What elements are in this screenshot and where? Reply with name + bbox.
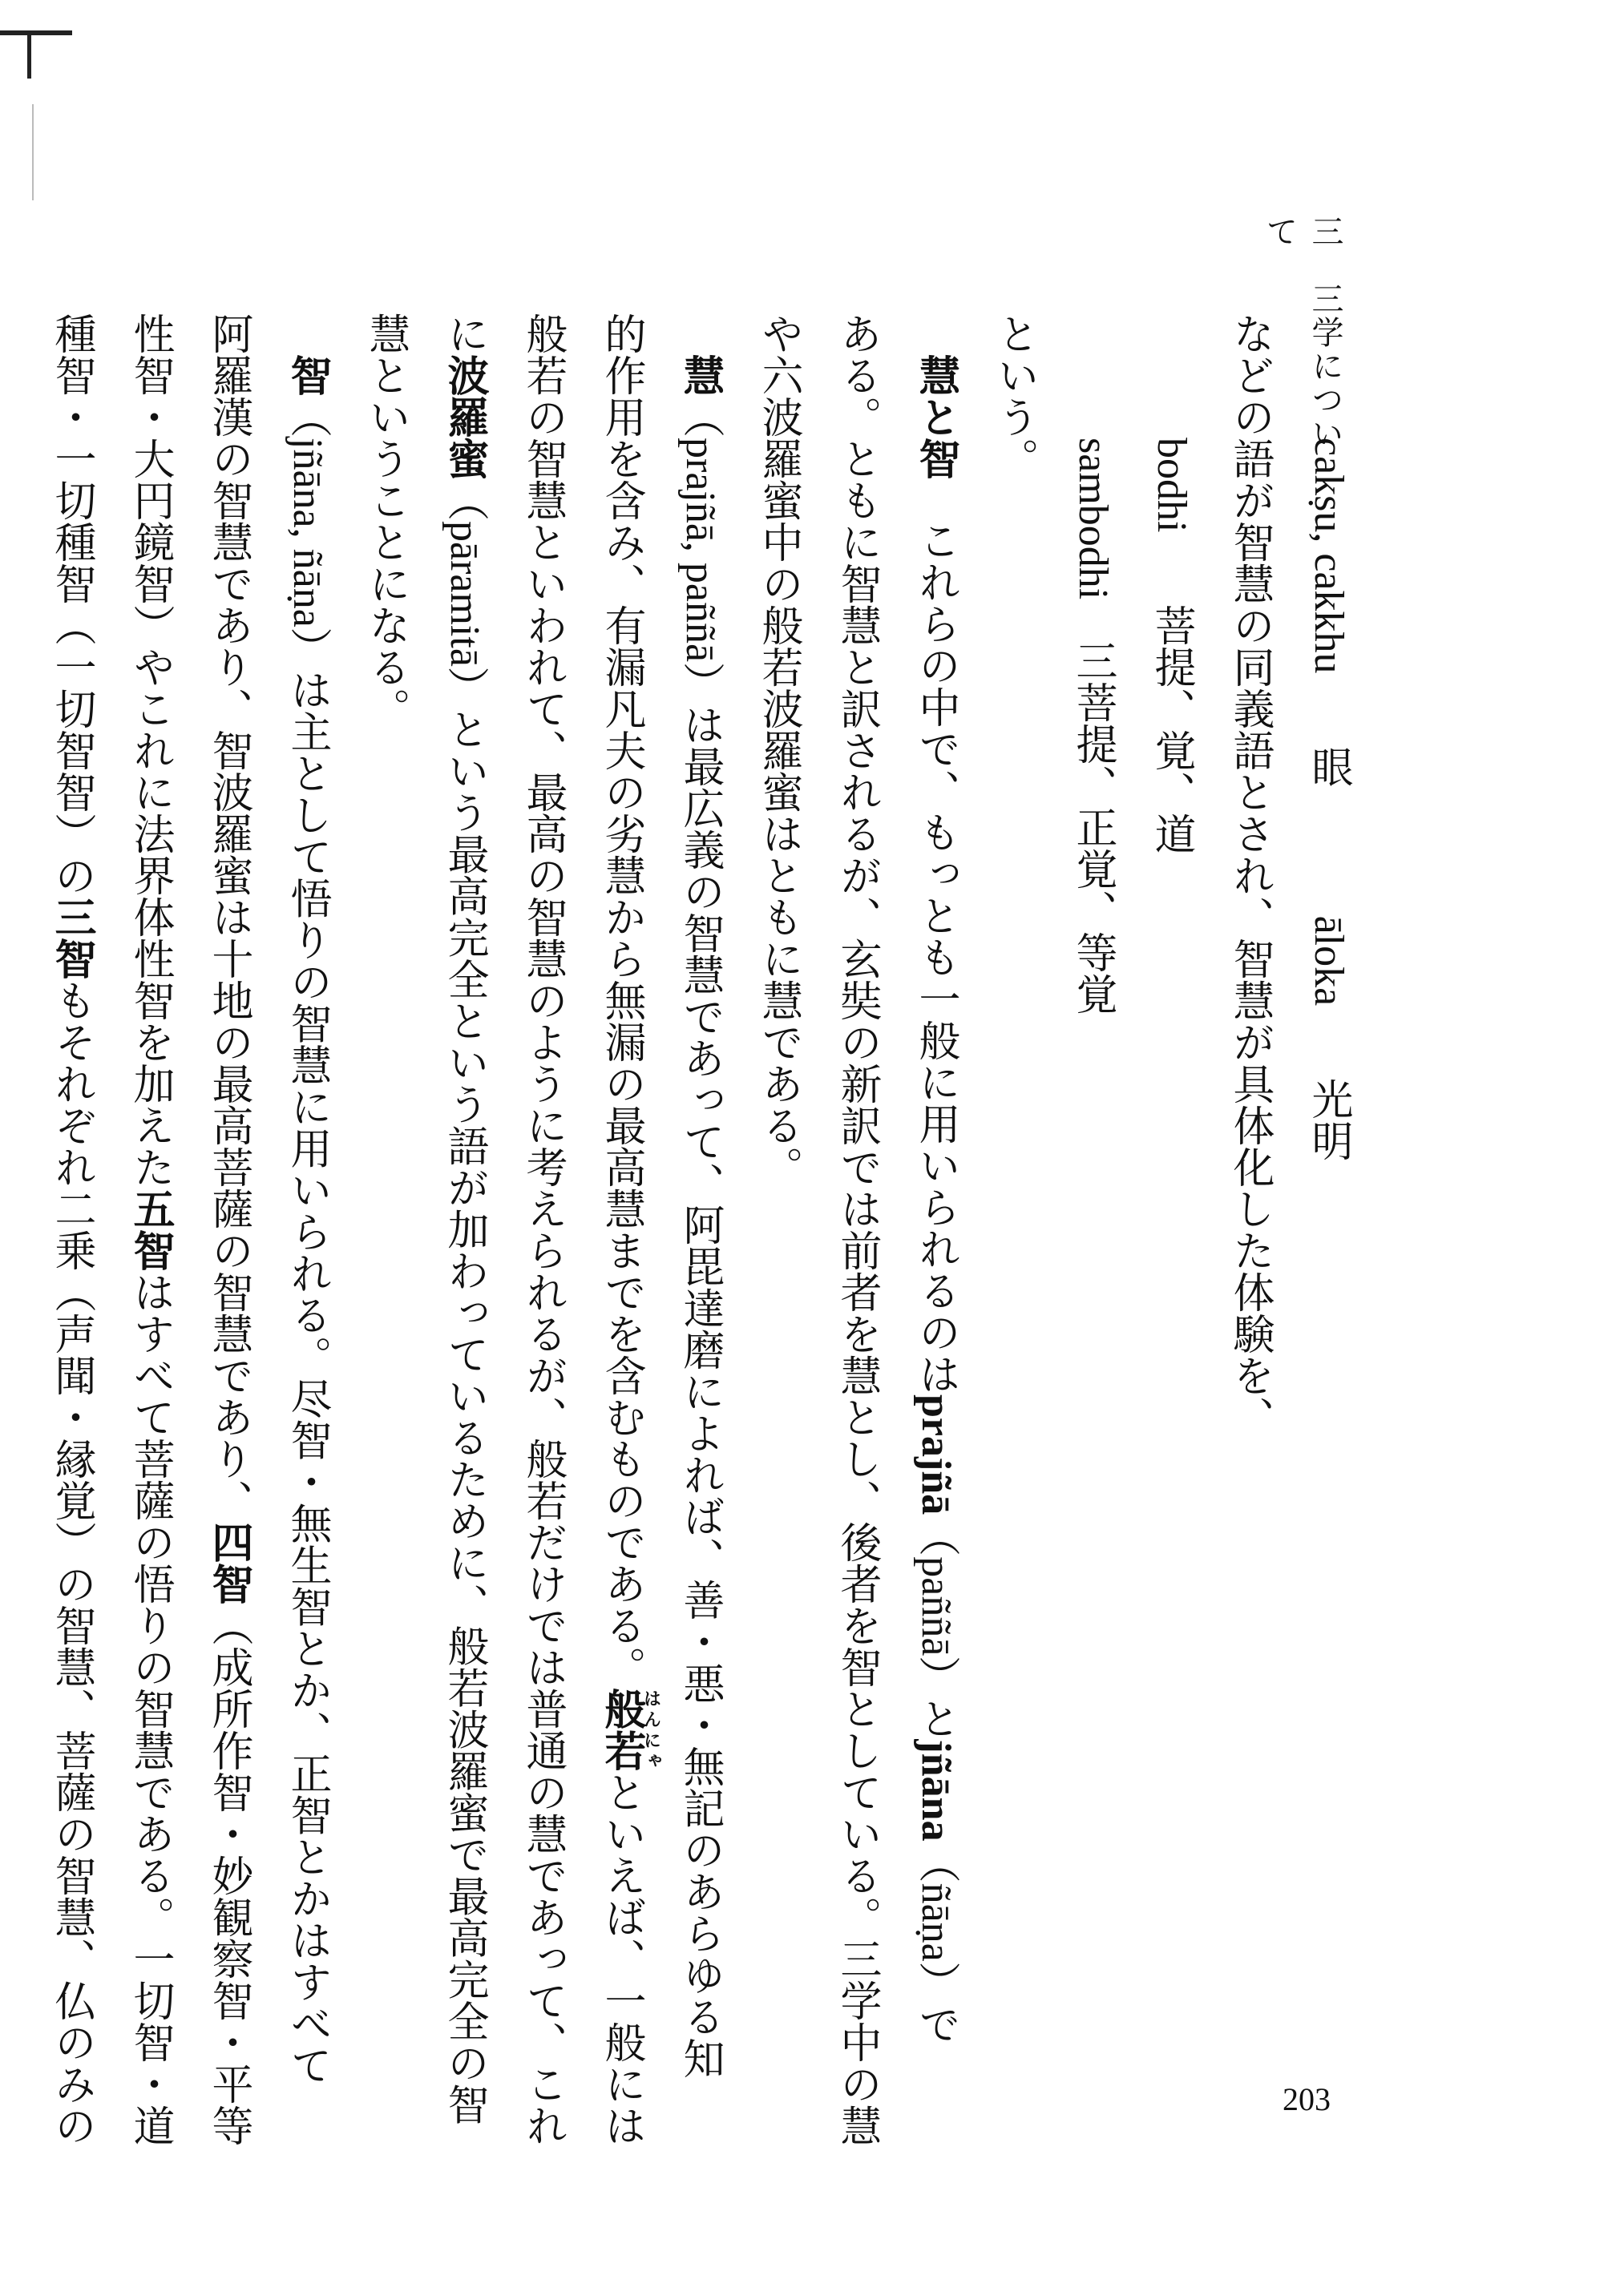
text-line: ある。ともに智慧と訳されるが、玄奘の新訳では前者を慧とし、後者を智としている。三学中の慧 xyxy=(833,313,881,2146)
text-line: 慧ということになる。 xyxy=(362,313,410,729)
text-line: 慧（prajñā, paññā）は最広義の智慧であって、阿毘達磨によれば、善・悪・無記のあらゆる知 xyxy=(676,354,724,2080)
text-line: 般若の智慧といわれて、最高の智慧のように考えられるが、般若だけでは普通の慧であって、これ xyxy=(519,313,567,2146)
term-bold: 四智 xyxy=(204,1521,252,1604)
section-heading: 慧と智 xyxy=(911,354,959,479)
text-line: に波羅蜜（pāramitā）という最高完全という語が加わっているために、般若波羅蜜で最高完全の智 xyxy=(440,313,488,2125)
scan-edge-line xyxy=(32,104,34,200)
term-bold: 智 xyxy=(283,354,331,396)
text-line: 慧と智これらの中で、もっとも一般に用いられるのはprajñā（paññā）とjñāna（ñāṇa）で xyxy=(911,354,959,2045)
text-line: 阿羅漢の智慧であり、智波羅蜜は十地の最高菩薩の智慧であり、四智（成所作智・妙観察智・平等 xyxy=(204,313,252,2146)
page-number: 203 xyxy=(1283,2081,1331,2117)
term-bold: 慧 xyxy=(676,354,724,396)
text-line: や六波羅蜜中の般若波羅蜜はともに慧である。 xyxy=(754,313,802,1188)
text-line: 智（jñāna, ñāṇa）は主として悟りの智慧に用いられる。尽智・無生智とか、正智とかはすべて xyxy=(283,354,331,2086)
scan-edge-mark xyxy=(27,30,31,79)
term-bold: 波羅蜜 xyxy=(440,354,488,479)
term-bold: 三智 xyxy=(47,896,95,979)
text-line: 種智・一切種智（一切智智）の三智もそれぞれ二乗（声聞・縁覚）の智慧、菩薩の智慧、仏のみの xyxy=(47,313,95,2146)
text-line: bodhi菩提、覚、道 xyxy=(1147,438,1195,855)
term-bold: 五智 xyxy=(126,1188,174,1271)
text-line: などの語が智慧の同義語とされ、智慧が具体化した体験を、 xyxy=(1226,313,1274,1438)
text-line: cakṣu, cakkhu眼āloka光明 xyxy=(1304,438,1352,1162)
scan-edge-mark xyxy=(0,30,72,35)
ruby-reading: はんにゃ xyxy=(640,1688,661,1771)
text-line: sambodhi三菩提、正覚、等覚 xyxy=(1069,438,1117,1015)
term-bold: 般若はんにゃ xyxy=(597,1688,661,1771)
running-header: 三 三学について xyxy=(1261,215,1343,450)
text-line: という。 xyxy=(990,313,1038,479)
text-line: 性智・大円鏡智）やこれに法界体性智を加えた五智はすべて菩薩の悟りの智慧である。一切智・道 xyxy=(126,313,174,2146)
text-line: 的作用を含み、有漏凡夫の劣慧から無漏の最高慧までを含むものである。般若はんにゃといえば、一般には xyxy=(597,313,661,2146)
